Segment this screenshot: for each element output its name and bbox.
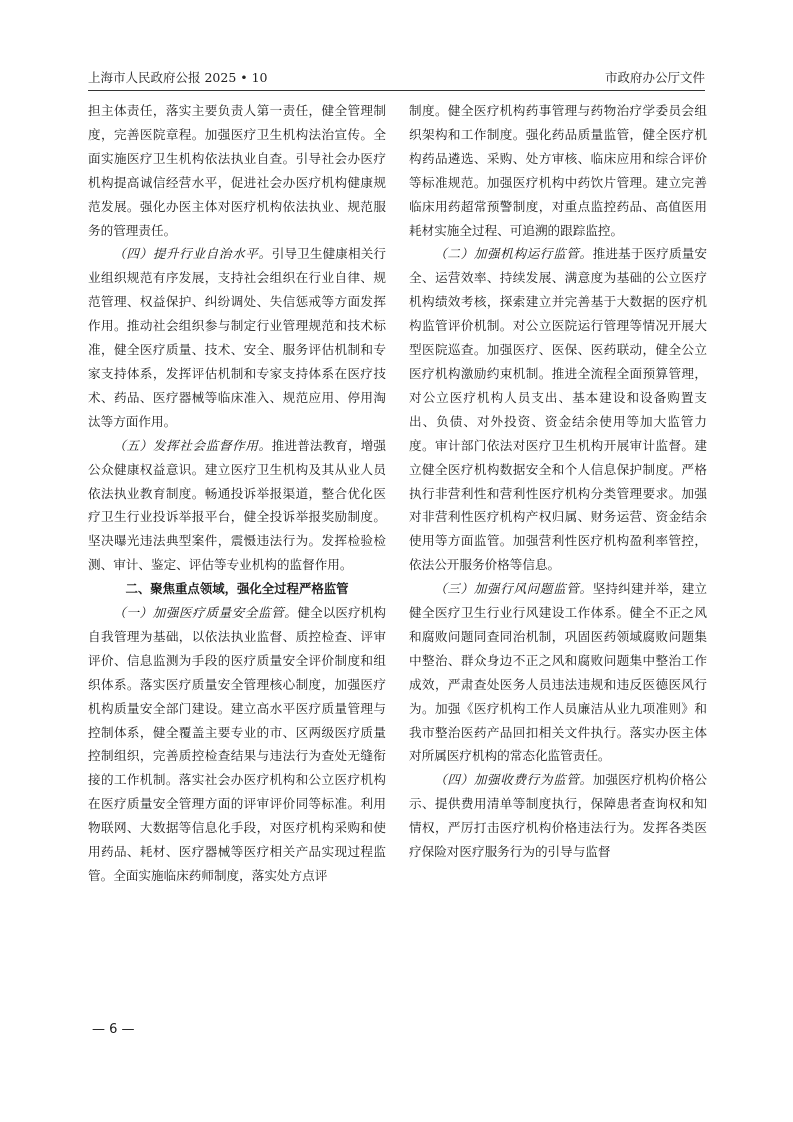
page-number: — 6 — bbox=[92, 1022, 135, 1037]
paragraph bbox=[88, 242, 386, 433]
header-rule bbox=[88, 90, 705, 91]
paragraph bbox=[409, 577, 707, 768]
subheading: （四）提升行业自治水平。 bbox=[113, 246, 272, 262]
paragraph: 制度。健全医疗机构药事管理与药物治疗学委员会组织架构和工作制度。强化药品质量监管，健全医疗机构药品遴选、采购、处方审核、临床应用和综合评价等标准规范。加强医疗机构中药饮片管理。建立完善临床用药超常预警制度，对重点监控药品、高值医用耗材实施全过程、可追溯的跟踪监控。 bbox=[409, 103, 707, 238]
paragraph-body: 推进基于医疗质量安全、运营效率、持续发展、满意度为基础的公立医疗机构绩效考核，探索建立并完善基于大数据的医疗机构监管评价机制。对公立医院运行管理等情况开展大型医院巡查。加强医疗、医保、医药联动，健全公立医疗机构激励约束机制。推进全流程全面预算管理，对公立医疗机构人员支出、基本建设和设备购置支出、负债、对外投资、资金结余使用等加大监管力度。审计部门依法对医疗卫生机构开展审计监督。建立健全医疗机构数据安全和个人信息保护制度。严格执行非营利性和营利性医疗机构分类管理要求。加强对非营利性医疗机构产权归属、财务运营、资金结余使用等方面监管。加强营利性医疗机构盈利率管控，依法公开服务价格等信息。 bbox=[409, 246, 707, 573]
paragraph-body: 坚持纠建并举，建立健全医疗卫生行业行风建设工作体系。健全不正之风和腐败问题同查同治机制，巩固医药领域腐败问题集中整治、群众身边不正之风和腐败问题集中整治工作成效，严肃查处医务人员违法违规和违反医德医风行为。加强《医疗机构工作人员廉洁从业九项准则》和我市整治医药产品回扣相关文件执行。落实办医主体对所属医疗机构的常态化监管责任。 bbox=[409, 581, 707, 764]
subheading: （一）加强医疗质量安全监管。 bbox=[113, 605, 298, 621]
paragraph bbox=[409, 768, 707, 864]
subheading: （二）加强机构运行监管。 bbox=[434, 246, 593, 262]
paragraph bbox=[88, 434, 386, 577]
subheading: （三）加强行风问题监管。 bbox=[434, 581, 593, 597]
paragraph-body: 加强医疗机构价格公示、提供费用清单等制度执行，保障患者查询权和知情权，严厉打击医疗机构价格违法行为。发挥各类医疗保险对医疗服务行为的引导与监督 bbox=[409, 772, 707, 860]
paragraph bbox=[88, 601, 386, 888]
publication-title: 上海市人民政府公报 2025 • 10 bbox=[88, 70, 268, 85]
subheading: （四）加强收费行为监管。 bbox=[434, 772, 593, 788]
paragraph-body: 推进普法教育，增强公众健康权益意识。建立医疗卫生机构及其从业人员依法执业教育制度。畅通投诉举报渠道，整合优化医疗卫生行业投诉举报平台，健全投诉举报奖励制度。坚决曝光违法典型案件，震慑违法行为。发挥检验检测、审计、鉴定、评估等专业机构的监督作用。 bbox=[88, 437, 386, 573]
paragraph-body: 健全以医疗机构自我管理为基础，以依法执业监督、质控检查、评审评价、信息监测为手段的医疗质量安全评价制度和组织体系。落实医疗质量安全管理核心制度，加强医疗机构质量安全部门建设。建立高水平医疗质量管理与控制体系，健全覆盖主要专业的市、区两级医疗质量控制组织，完善质控检查结果与违法行为查处无缝衔接的工作机制。落实社会办医疗机构和公立医疗机构在医疗质量安全管理方面的评审评价同等标准。利用物联网、大数据等信息化手段，对医疗机构采购和使用药品、耗材、医疗器械等医疗相关产品实现过程监管。全面实施临床药师制度，落实处方点评 bbox=[88, 605, 387, 883]
right-column bbox=[409, 99, 707, 864]
page-header bbox=[88, 64, 705, 90]
section-title: 市政府办公厅文件 bbox=[604, 70, 705, 85]
paragraph-body: 引导卫生健康相关行业组织规范有序发展，支持社会组织在行业自律、规范管理、权益保护、纠纷调处、失信惩戒等方面发挥作用。推动社会组织参与制定行业管理规范和技术标准，健全医疗质量、技术、安全、服务评估机制和专家支持体系，发挥评估机制和专家支持体系在医疗技术、药品、医疗器械等临床准入、规范应用、停用淘汰等方面作用。 bbox=[88, 246, 386, 429]
paragraph bbox=[409, 242, 707, 577]
left-column bbox=[88, 99, 386, 888]
section-heading: 二、聚焦重点领域，强化全过程严格监管 bbox=[125, 581, 349, 597]
paragraph: 担主体责任，落实主要负责人第一责任，健全管理制度，完善医院章程。加强医疗卫生机构法治宣传。全面实施医疗卫生机构依法执业自查。引导社会办医疗机构提高诚信经营水平，促进社会办医疗机构健康规范发展。强化办医主体对医疗机构依法执业、规范服务的管理责任。 bbox=[88, 103, 386, 238]
subheading: （五）发挥社会监督作用。 bbox=[113, 437, 272, 453]
